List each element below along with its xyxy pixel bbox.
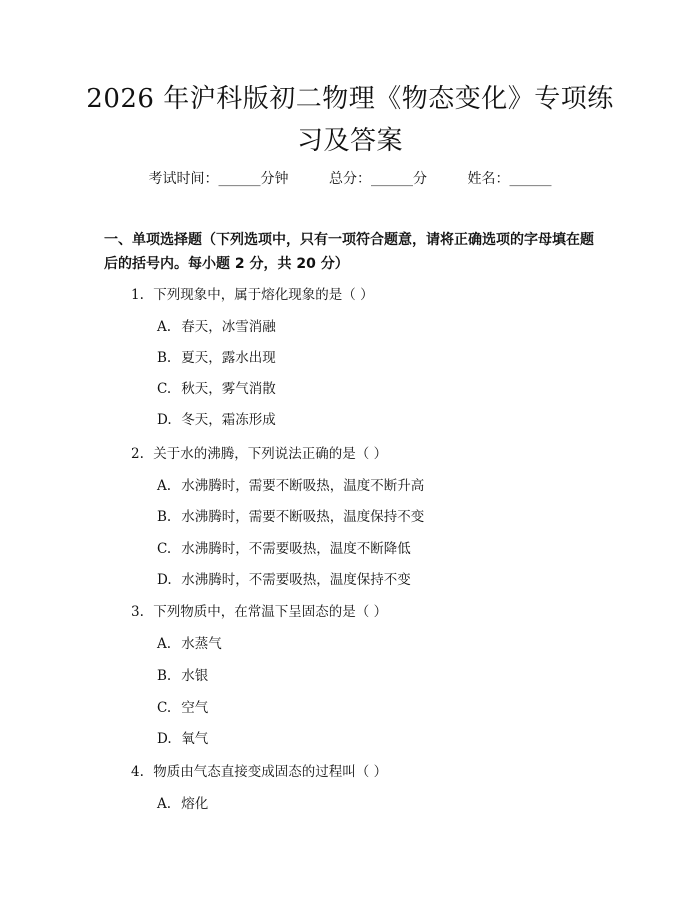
option-text: 水沸腾时，不需要吸热，温度保持不变 [181,572,411,588]
option-text: 空气 [181,700,209,716]
question-1-option-d [157,408,276,428]
question-3-option-c [157,696,208,716]
section-heading-line-2: 后的括号内。每小题 2 分，共 20 分） [104,256,349,272]
option-letter: A. [157,478,172,494]
question-1-option-b [157,346,276,366]
title-line-1: 2026 年沪科版初二物理《物态变化》专项练 [86,84,614,114]
question-3-option-a [157,632,222,652]
question-number: 3. [131,604,144,620]
question-2-option-a [157,474,424,494]
option-letter: D. [157,412,172,428]
section-heading [104,228,604,276]
question-1-option-c [157,377,276,397]
option-letter: B. [157,350,172,366]
page-title [70,78,630,162]
option-text: 氧气 [181,731,209,747]
option-letter: B. [157,509,172,525]
option-text: 水银 [181,668,209,684]
question-2 [131,442,387,462]
question-4-option-a [157,792,208,812]
option-text: 冬天，霜冻形成 [181,412,276,428]
question-2-option-d [157,568,411,588]
question-text: 关于水的沸腾，下列说法正确的是（ ） [153,446,388,462]
option-text: 夏天，露水出现 [181,350,276,366]
question-4 [131,760,387,780]
option-text: 水沸腾时，需要不断吸热，温度保持不变 [181,509,425,525]
section-heading-line-1: 一、单项选择题（下列选项中，只有一项符合题意，请将正确选项的字母填在题 [104,232,594,248]
exam-time: 考试时间：______分钟 [148,171,289,187]
option-text: 水沸腾时，需要不断吸热，温度不断升高 [181,478,425,494]
question-text: 物质由气态直接变成固态的过程叫（ ） [153,764,388,780]
question-3-option-d [157,727,208,747]
question-number: 4. [131,764,144,780]
option-letter: A. [157,796,172,812]
option-text: 熔化 [181,796,209,812]
option-text: 水沸腾时，不需要吸热，温度不断降低 [181,541,411,557]
question-text: 下列现象中，属于熔化现象的是（ ） [153,287,374,303]
exam-score: 总分：______分 [329,171,427,187]
student-name: 姓名：______ [467,171,552,187]
option-text: 水蒸气 [181,636,222,652]
option-letter: C. [157,381,172,397]
question-2-option-c [157,537,411,557]
question-2-option-b [157,505,424,525]
question-3-option-b [157,664,208,684]
question-3 [131,600,387,620]
question-1 [131,283,374,303]
title-line-2: 习及答案 [296,126,403,156]
option-text: 春天，冰雪消融 [181,319,276,335]
question-number: 1. [131,287,144,303]
question-text: 下列物质中，在常温下呈固态的是（ ） [153,604,388,620]
question-number: 2. [131,446,144,462]
option-text: 秋天，雾气消散 [181,381,276,397]
option-letter: C. [157,541,172,557]
option-letter: D. [157,731,172,747]
exam-meta [0,168,700,188]
option-letter: B. [157,668,172,684]
question-1-option-a [157,315,276,335]
option-letter: A. [157,319,172,335]
option-letter: C. [157,700,172,716]
option-letter: A. [157,636,172,652]
option-letter: D. [157,572,172,588]
